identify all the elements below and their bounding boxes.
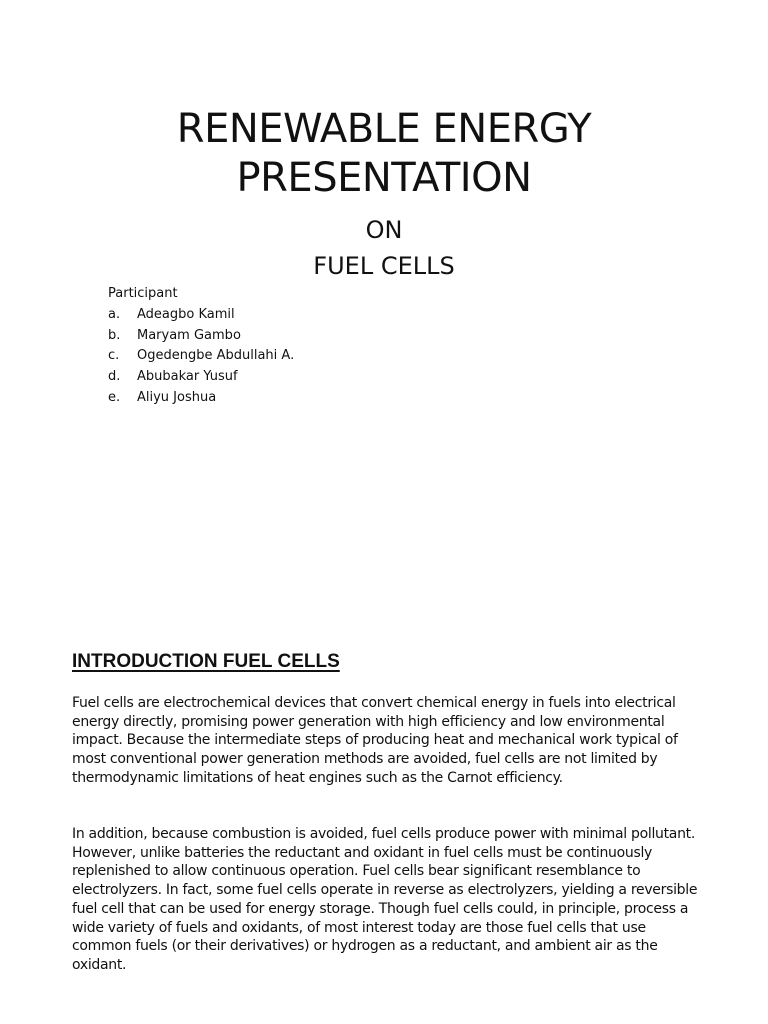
participant-name: Adeagbo Kamil [137, 306, 235, 322]
participant-marker: e. [108, 389, 121, 405]
subtitle-on: ON [365, 216, 403, 244]
participant-marker: b. [108, 327, 121, 343]
participants-heading: Participant [108, 286, 178, 301]
section-heading: INTRODUCTION FUEL CELLS [72, 651, 340, 672]
participant-list [108, 305, 294, 409]
participant-item [108, 367, 294, 388]
participant-marker: c. [108, 348, 120, 364]
participant-item [108, 326, 294, 347]
participant-name: Maryam Gambo [137, 327, 241, 343]
participants-block [108, 284, 294, 409]
participant-item [108, 346, 294, 367]
title-line-1: RENEWABLE ENERGY [176, 106, 592, 152]
intro-paragraph-1: Fuel cells are electrochemical devices that convert chemical energy in fuels into electrical energy directly, promising power generation with high efficiency and low environmental impact. Because the intermediate steps of producing heat and mechanical work typical of most conventional power generation methods are avoided, fuel cells are not limited by thermodynamic limitations of heat engines such as the Carnot efficiency. [72, 695, 678, 786]
subtitle-topic: FUEL CELLS [313, 252, 455, 280]
participant-name: Abubakar Yusuf [137, 369, 238, 385]
participant-marker: a. [108, 306, 121, 322]
participant-name: Ogedengbe Abdullahi A. [137, 348, 295, 364]
participant-item [108, 388, 294, 409]
title-line-2: PRESENTATION [236, 155, 532, 201]
participant-name: Aliyu Joshua [137, 389, 217, 405]
intro-paragraph-2: In addition, because combustion is avoided, fuel cells produce power with minimal pollutant. However, unlike batteries the reductant and oxidant in fuel cells must be continuously replenished to allow continuous operation. Fuel cells bear significant resemblance to electrolyzers. In fact, some fuel cells operate in reverse as electrolyzers, yielding a reversible fuel cell that can be used for energy storage. Though fuel cells could, in principle, process a wide variety of fuels and oxidants, of most interest today are those fuel cells that use common fuels (or their derivatives) or hydrogen as a reductant, and ambient air as the oxidant. [72, 826, 698, 973]
participant-marker: d. [108, 369, 121, 385]
participant-item [108, 305, 294, 326]
